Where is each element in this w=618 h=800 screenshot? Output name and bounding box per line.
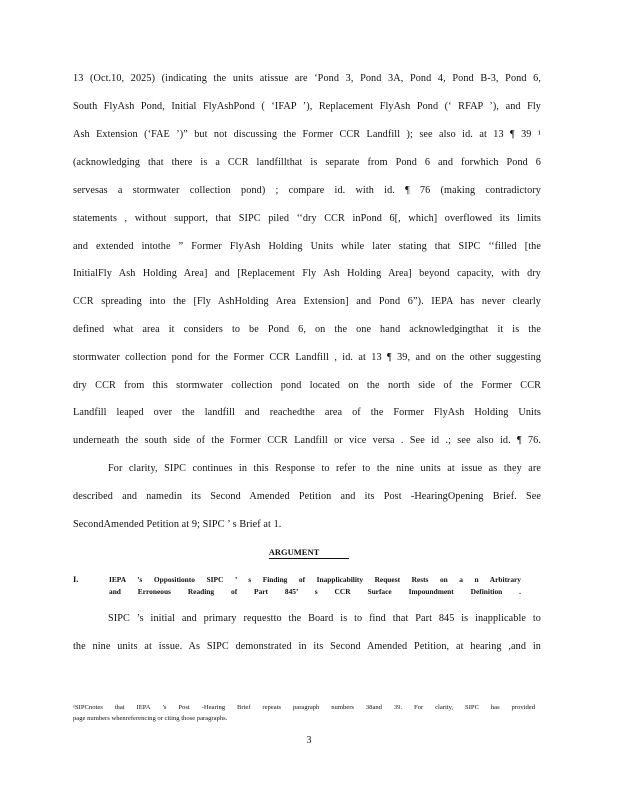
clarity-line-1: For clarity, SIPC continues in this Response to refer to the nine units at issue as they are bbox=[108, 463, 541, 474]
body-line-8: InitialFly Ash Holding Area] and [Replacement Fly Ash Holding Area] beyond capacity, with dry bbox=[73, 268, 541, 279]
body-line-12: dry CCR from this stormwater collection pond located on the north side of the Former CCR bbox=[73, 380, 541, 391]
body-line-14: underneath the south side of the Former CCR Landfill or vice versa . See id .; see also id. ¶ 76. bbox=[73, 435, 541, 446]
body-line-9: CCR spreading into the [Fly AshHolding Area Extension] and Pond 6”). IEPA has never clearly bbox=[73, 296, 541, 307]
body-line-3: Ash Extension (‘FAE ’)” but not discussing the Former CCR Landfill ); see also id. at 13 ¶ 39 ¹ bbox=[73, 129, 541, 140]
body-line-6: statements , without support, that SIPC piled ‘‘dry CCR inPond 6[, which] overflowed its limits bbox=[73, 213, 541, 224]
page-number: 3 bbox=[306, 735, 312, 746]
clarity-line-3: SecondAmended Petition at 9; SIPC ’ s Brief at 1. bbox=[73, 519, 282, 530]
body-line-7: and extended intothe ” Former FlyAsh Holding Units while later stating that SIPC ‘‘filled [the bbox=[73, 241, 541, 252]
section-number: I. bbox=[73, 574, 79, 584]
body-line-11: stormwater collection pond for the Former CCR Landfill , id. at 13 ¶ 39, and on the other suggesting bbox=[73, 352, 541, 363]
body-line-4: (acknowledging that there is a CCR landfillthat is separate from Pond 6 and forwhich Pond 6 bbox=[73, 157, 541, 168]
closing-line-2: the nine units at issue. As SIPC demonstrated in its Second Amended Petition, at hearing ,and in bbox=[73, 641, 541, 652]
body-line-13: Landfill leaped over the landfill and reachedthe area of the Former FlyAsh Holding Units bbox=[73, 407, 541, 418]
clarity-line-2: described and namedin its Second Amended Petition and its Post -HearingOpening Brief. See bbox=[73, 491, 541, 502]
argument-heading bbox=[0, 547, 618, 557]
section-heading-line-1: IEPA ’s Oppositionto SIPC ’ s Finding of Inapplicability Request Rests on a n Arbitrary bbox=[109, 575, 521, 584]
footnote-line-2: page numbers whenreferencing or citing those paragraphs. bbox=[73, 715, 228, 722]
footnote-line-1: ¹SIPCnotes that IEPA ’s Post -Hearing Brief repeats paragraph numbers 38and 39. For clarity, SIPC has provided bbox=[73, 704, 535, 711]
body-line-1: 13 (Oct.10, 2025) (indicating the units atissue are ‘Pond 3, Pond 3A, Pond 4, Pond B-3, Pond 6, bbox=[73, 73, 541, 84]
body-line-2: South FlyAsh Pond, Initial FlyAshPond ( ‘IFAP ’), Replacement FlyAsh Pond (‘ RFAP ’), and Fly bbox=[73, 101, 541, 112]
closing-line-1: SIPC ’s initial and primary requestto the Board is to find that Part 845 is inapplicable to bbox=[108, 613, 541, 624]
body-line-5: servesas a stormwater collection pond) ; compare id. with id. ¶ 76 (making contradictory bbox=[73, 185, 541, 196]
section-heading-line-2: and Erroneous Reading of Part 845’ s CCR Surface Impoundment Definition . bbox=[109, 587, 521, 596]
body-line-10: defined what area it considers to be Pond 6, on the one hand acknowledgingthat it is the bbox=[73, 324, 541, 335]
argument-heading-text: ARGUMENT bbox=[269, 547, 350, 559]
